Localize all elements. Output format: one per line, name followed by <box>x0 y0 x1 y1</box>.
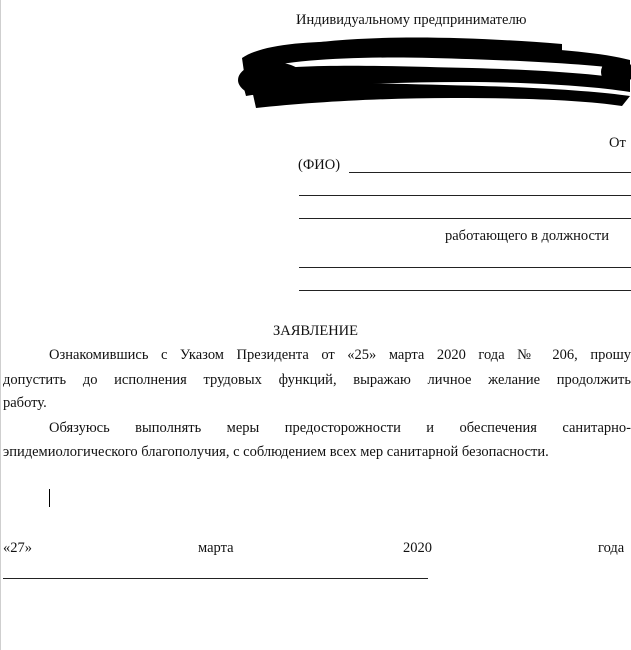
fio-underline <box>349 172 631 173</box>
blank-line-3 <box>299 267 631 268</box>
redaction-scribble <box>232 30 631 110</box>
from-label: От <box>609 135 626 151</box>
position-label: работающего в должности <box>445 228 610 244</box>
signature-line <box>3 578 428 579</box>
date-month: марта <box>198 540 234 556</box>
blank-line-2 <box>299 218 631 219</box>
text-cursor <box>49 489 50 507</box>
addressee-line: Индивидуальному предпринимателю <box>296 12 527 28</box>
date-suffix: года <box>598 540 625 556</box>
date-day: «27» <box>3 540 32 556</box>
paragraph1-line-2: допустить до исполнения трудовых функций, выражаю личное желание продолжить <box>3 372 631 388</box>
blank-line-1 <box>299 195 631 196</box>
blank-line-4 <box>299 290 631 291</box>
paragraph1-line-3: работу. <box>3 395 47 411</box>
fio-label: (ФИО) <box>298 157 341 173</box>
document-title: ЗАЯВЛЕНИЕ <box>272 323 359 339</box>
paragraph2-line-2: эпидемиологического благополучия, с соблюдением всех мер санитарной безопасности. <box>3 444 549 460</box>
paragraph1-line-1: Ознакомившись с Указом Президента от «25» марта 2020 года № 206, прошу <box>49 347 631 363</box>
date-year: 2020 <box>403 540 432 556</box>
paragraph2-line-1: Обязуюсь выполнять меры предосторожности и обеспечения санитарно- <box>49 420 631 436</box>
